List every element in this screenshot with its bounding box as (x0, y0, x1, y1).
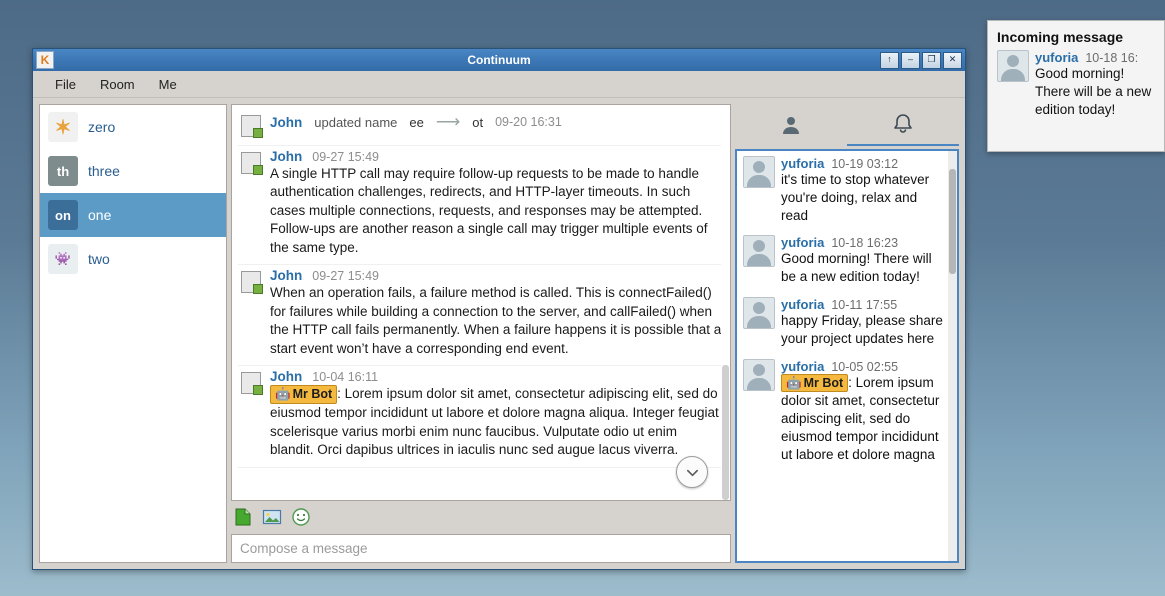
message-body (270, 369, 724, 460)
toast-time: 10-18 16: (1085, 51, 1139, 65)
room-avatar: 👾 (48, 244, 78, 274)
app-logo-icon: K (36, 51, 54, 69)
toast-user: yuforia (1035, 50, 1079, 65)
notification-text (781, 374, 945, 464)
avatar (743, 297, 775, 329)
avatar (743, 156, 775, 188)
notification-user: yuforia (781, 235, 825, 251)
event-row (270, 112, 724, 132)
document-icon (241, 271, 261, 293)
message-text (270, 385, 724, 460)
room-avatar: ✶ (48, 112, 78, 142)
attach-file-icon[interactable] (233, 507, 253, 527)
toast-title: Incoming message (997, 29, 1124, 45)
notification-user: yuforia (781, 358, 825, 374)
window-controls (880, 52, 962, 69)
message-avatar (238, 268, 264, 358)
event-new-value: ot (472, 114, 484, 130)
window-title: Continuum (467, 53, 531, 67)
arrow-right-icon: ⟶ (435, 112, 461, 131)
message-sender: John (270, 114, 303, 130)
chevron-down-icon (685, 465, 700, 480)
room-item-two[interactable] (40, 237, 226, 281)
message-time: 09-20 16:31 (495, 115, 562, 129)
right-panel-tabs (735, 104, 959, 146)
notification-body (781, 235, 945, 286)
attach-image-icon[interactable] (262, 507, 282, 527)
room-label: two (88, 251, 110, 267)
message-sender: John (270, 149, 303, 164)
bot-message-text: : Lorem ipsum dolor sit amet, consectetur adipiscing elit, sed do eiusmod tempor incididunt ut labore et dolore magna aliqua. Integer feugiat scelerisque varius morbi enim nunc faucibus. Vulputate odio ut enim blandit. Orci dapibus ultrices in iaculis nunc sed augue lacus viverra. (270, 386, 719, 458)
minimize-button[interactable]: – (901, 52, 920, 69)
notification-header (781, 156, 945, 171)
scroll-to-bottom-button[interactable] (676, 456, 708, 488)
message-body (270, 268, 724, 358)
notifications-scroll-thumb[interactable] (949, 169, 956, 274)
incoming-message-toast[interactable] (987, 20, 1165, 152)
notification-body (781, 156, 945, 224)
room-avatar: on (48, 200, 78, 230)
notification-item-bot[interactable] (737, 354, 957, 470)
message-time: 09-27 15:49 (312, 150, 379, 164)
menu-room[interactable]: Room (99, 76, 135, 92)
notification-header (781, 235, 945, 250)
message-avatar (238, 369, 264, 460)
room-item-three[interactable] (40, 149, 226, 193)
notification-text: happy Friday, please share your project updates here (781, 313, 943, 346)
room-avatar: th (48, 156, 78, 186)
message-avatar (238, 112, 264, 138)
notification-time: 10-18 16:23 (831, 236, 899, 251)
notification-item[interactable] (737, 292, 957, 354)
message-item (238, 146, 724, 265)
avatar (997, 50, 1029, 82)
chat-panel (231, 104, 731, 563)
toast-text: Good morning! There will be a new edition today! (1035, 66, 1152, 117)
window-body (33, 98, 965, 569)
notifications-list[interactable] (735, 149, 959, 563)
document-icon (241, 372, 261, 394)
person-icon (779, 113, 803, 137)
notifications-scrollbar[interactable] (948, 151, 957, 561)
emoji-icon[interactable] (291, 507, 311, 527)
room-item-one[interactable] (40, 193, 226, 237)
toast-header (1035, 50, 1155, 65)
bell-icon (891, 112, 915, 136)
notification-body (781, 359, 945, 464)
notification-time: 10-11 17:55 (831, 298, 898, 313)
notification-text: it's time to stop whatever you're doing, relax and read (781, 172, 930, 223)
notification-user: yuforia (781, 156, 825, 171)
maximize-button[interactable]: ❐ (922, 52, 941, 69)
compose-message-input[interactable]: Compose a message (231, 534, 731, 563)
notification-time: 10-19 03:12 (831, 157, 899, 171)
avatar (743, 235, 775, 267)
notification-time: 10-05 02:55 (831, 359, 899, 374)
title-bar (33, 49, 965, 71)
right-panel (735, 104, 959, 563)
room-label: three (88, 163, 120, 179)
event-old-value: ee (409, 114, 424, 130)
notification-item[interactable] (737, 151, 957, 230)
notification-item[interactable] (737, 230, 957, 292)
bot-badge (781, 374, 848, 393)
message-event (238, 109, 724, 146)
bot-notification-text: : Lorem ipsum dolor sit amet, consectetur adipiscing elit, sed do eiusmod tempor incididunt ut labore et dolore magna (781, 374, 940, 462)
bot-name: Mr Bot (292, 387, 333, 402)
menu-file[interactable]: File (55, 76, 76, 92)
message-sender: John (270, 268, 303, 284)
bot-name: Mr Bot (803, 375, 844, 390)
notification-header (781, 297, 945, 312)
notifications-tab[interactable] (847, 104, 959, 146)
rooms-list (39, 104, 227, 563)
menu-bar (33, 71, 965, 98)
notification-header (781, 359, 945, 374)
notification-body (781, 297, 945, 348)
messages-scroll-thumb[interactable] (722, 365, 729, 500)
message-time: 10-04 16:11 (312, 370, 379, 385)
message-list[interactable] (231, 104, 731, 501)
message-item-bot (238, 366, 724, 468)
message-text: When an operation fails, a failure method is called. This is connectFailed() for failures while building a connection to the server, and callFailed() when the HTTP call fails permanently. When a failure happens it is possible that a start event won’t have a corresponding end event. (270, 285, 722, 356)
document-icon (241, 152, 261, 174)
shade-button[interactable]: ↑ (880, 52, 899, 69)
compose-toolbar (231, 505, 731, 530)
messages-scrollbar[interactable] (721, 105, 730, 500)
robot-icon: 🤖 (786, 375, 802, 390)
toast-body (1035, 50, 1155, 119)
message-sender: John (270, 369, 303, 385)
menu-me[interactable]: Me (158, 76, 177, 92)
message-item (238, 265, 724, 366)
message-header (270, 149, 724, 164)
close-button[interactable]: ✕ (943, 52, 962, 69)
notification-text: Good morning! There will be a new edition today! (781, 251, 932, 285)
room-label: one (88, 207, 112, 223)
room-label: zero (88, 119, 116, 135)
message-body (270, 112, 724, 138)
message-text: A single HTTP call may require follow-up requests to be made to handle authentication challenges, redirects, and HTTP-layer timeouts. In such cases multiple connections, requests, and responses may be attempted. Follow-ups are another reason a single call may trigger multiple events of the same type. (270, 166, 708, 255)
message-time: 09-27 15:49 (312, 269, 379, 284)
people-tab[interactable] (735, 104, 847, 146)
robot-icon: 🤖 (275, 387, 291, 402)
message-header (270, 268, 724, 283)
document-icon (241, 115, 261, 137)
room-item-zero[interactable] (40, 105, 226, 149)
message-body (270, 149, 724, 257)
notification-user: yuforia (781, 297, 825, 313)
message-header (270, 369, 724, 384)
chat-application-window (32, 48, 966, 570)
bot-badge (270, 385, 337, 404)
message-avatar (238, 149, 264, 257)
event-label: updated name (314, 114, 398, 130)
avatar (743, 359, 775, 391)
toast-row (997, 50, 1155, 119)
